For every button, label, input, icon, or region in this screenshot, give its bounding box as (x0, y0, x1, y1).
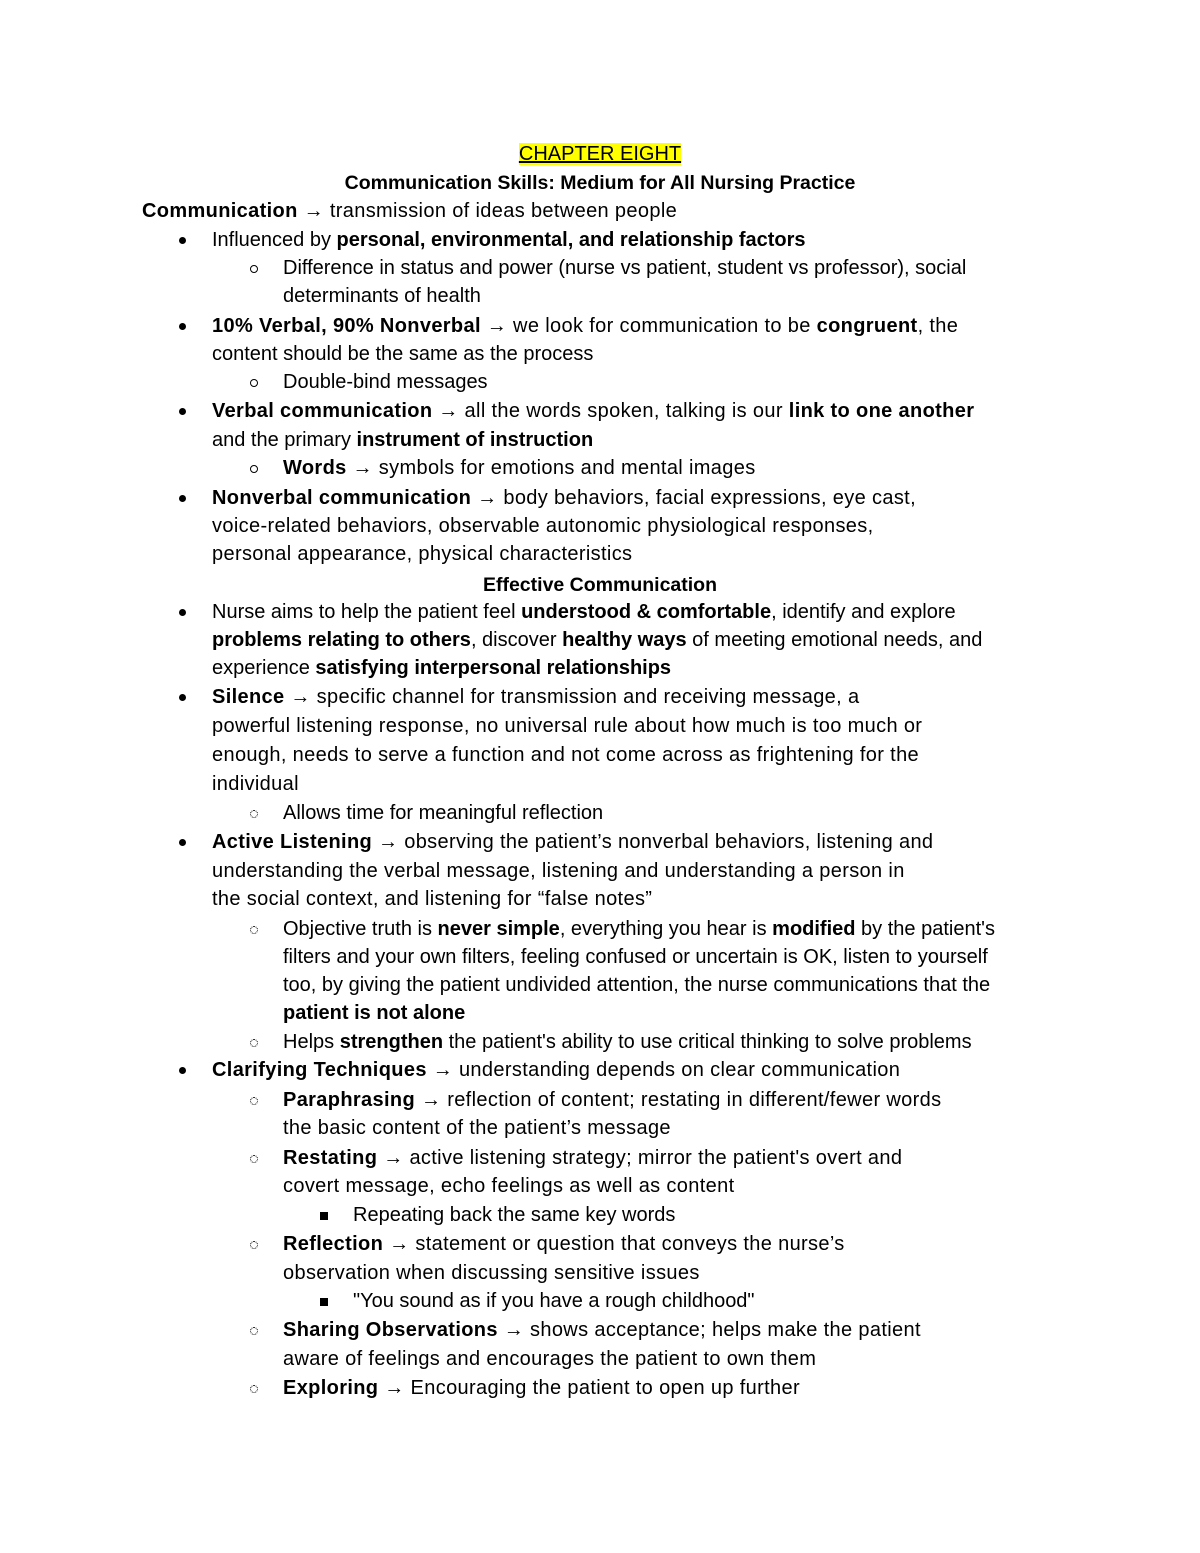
note-line (212, 312, 958, 340)
text-run: too, by giving the patient undivided attention, the nurse communications that the (283, 974, 991, 996)
text-run: personal appearance, physical characteristics (212, 543, 633, 565)
bold-term: Nonverbal communication (212, 487, 472, 509)
text-run: by the patient's (855, 918, 995, 940)
note-line (283, 971, 990, 999)
bullet-icon (175, 226, 189, 254)
note-line (283, 999, 465, 1027)
circle-bullet-icon (247, 254, 261, 282)
note-line (212, 885, 652, 913)
text-run: , discover (470, 629, 563, 651)
note-line (283, 1374, 800, 1402)
text-run: → all the words spoken, talking is our (432, 400, 789, 422)
bold-term: modified (772, 918, 856, 940)
bold-term: satisfying interpersonal relationships (315, 657, 672, 679)
circle-bullet-icon (247, 368, 261, 396)
bold-term: problems relating to others (212, 629, 471, 651)
document-subtitle: Communication Skills: Medium for All Nursing Practice (344, 172, 856, 194)
note-line (353, 1201, 675, 1229)
text-run: the patient's ability to use critical thinking to solve problems (443, 1031, 972, 1053)
text-run: powerful listening response, no universal rule about how much is too much or (212, 715, 923, 737)
text-run: → understanding depends on clear communication (426, 1059, 901, 1081)
bold-term: Exploring (283, 1377, 379, 1399)
circle-bullet-icon (247, 1028, 261, 1056)
bullet-icon (175, 598, 189, 626)
text-run: , the (917, 315, 959, 337)
bullet-icon (175, 397, 189, 425)
note-line (212, 598, 956, 626)
note-line (283, 254, 966, 282)
bold-term: link to one another (788, 400, 975, 422)
text-run: individual (212, 773, 299, 795)
text-run: the basic content of the patient’s message (283, 1117, 671, 1139)
bullet-icon (175, 683, 189, 711)
note-line (283, 799, 603, 827)
text-run: Objective truth is (283, 918, 438, 940)
circle-bullet-icon (247, 1230, 261, 1258)
bold-term: patient is not alone (283, 1002, 466, 1024)
note-line (283, 1345, 816, 1373)
bullet-icon (175, 828, 189, 856)
note-line (283, 1172, 734, 1200)
note-line (212, 512, 874, 540)
note-line (212, 741, 919, 769)
bold-term: Restating (283, 1147, 378, 1169)
bold-term: Sharing Observations (283, 1319, 498, 1341)
text-run: of meeting emotional needs, and (686, 629, 983, 651)
text-run: , identify and explore (771, 601, 956, 623)
bold-term: 10% Verbal, 90% Nonverbal (212, 315, 481, 337)
note-line (283, 282, 481, 310)
bold-term: healthy ways (562, 629, 687, 651)
circle-bullet-icon (247, 454, 261, 482)
text-run: observation when discussing sensitive issues (283, 1262, 700, 1284)
note-line (283, 1028, 972, 1056)
text-run: → body behaviors, facial expressions, eye cast, (471, 487, 916, 509)
text-run: aware of feelings and encourages the patient to own them (283, 1348, 817, 1370)
note-line (283, 915, 995, 943)
bold-term: congruent (816, 315, 918, 337)
circle-bullet-icon (247, 1374, 261, 1402)
note-line (283, 1230, 845, 1258)
text-run: covert message, echo feelings as well as content (283, 1175, 735, 1197)
note-line (212, 540, 632, 568)
note-line (212, 683, 859, 711)
note-line (212, 828, 933, 856)
note-line (212, 340, 593, 368)
square-bullet-icon (317, 1201, 331, 1229)
text-run: Nurse aims to help the patient feel (212, 601, 522, 623)
circle-bullet-icon (247, 1086, 261, 1114)
text-run: Double-bind messages (283, 371, 488, 393)
note-line (212, 857, 905, 885)
note-line (283, 1144, 902, 1172)
text-run: enough, needs to serve a function and not come across as frightening for the (212, 744, 920, 766)
text-run: and the primary (212, 429, 357, 451)
text-run: → specific channel for transmission and receiving message, a (284, 686, 860, 708)
text-run: Influenced by (212, 229, 337, 251)
note-line (212, 770, 299, 798)
note-line (283, 454, 756, 482)
bold-term: personal, environmental, and relationship factors (336, 229, 806, 251)
note-line (212, 1056, 900, 1084)
text-run: → we look for communication to be (480, 315, 817, 337)
text-run: → transmission of ideas between people (297, 200, 678, 222)
circle-bullet-icon (247, 799, 261, 827)
bold-term: Words (283, 457, 347, 479)
bullet-icon (175, 484, 189, 512)
bold-term: Active Listening (212, 831, 373, 853)
bold-term: Clarifying Techniques (212, 1059, 427, 1081)
note-line (212, 397, 974, 425)
note-line (212, 712, 922, 740)
bold-term: strengthen (339, 1031, 444, 1053)
square-bullet-icon (317, 1287, 331, 1315)
note-line (283, 1114, 671, 1142)
text-run: → reflection of content; restating in different/fewer words (415, 1089, 942, 1111)
bullet-icon (175, 312, 189, 340)
note-line (283, 368, 488, 396)
note-line (283, 1316, 921, 1344)
text-run: Difference in status and power (nurse vs patient, student vs professor), social (283, 257, 967, 279)
text-run: → Encouraging the patient to open up further (378, 1377, 800, 1399)
note-line (142, 197, 677, 225)
note-line (353, 1287, 755, 1315)
section-heading: Effective Communication (482, 574, 718, 596)
bold-term: Communication (142, 200, 298, 222)
bold-term: Silence (212, 686, 285, 708)
text-run: the social context, and listening for “false notes” (212, 888, 653, 910)
note-line (212, 426, 593, 454)
note-line (212, 226, 806, 254)
bold-term: Reflection (283, 1233, 384, 1255)
bold-term: Paraphrasing (283, 1089, 416, 1111)
note-line (283, 943, 988, 971)
text-run: determinants of health (283, 285, 481, 307)
text-run: content should be the same as the process (212, 343, 594, 365)
text-run: voice-related behaviors, observable autonomic physiological responses, (212, 515, 874, 537)
text-run: → active listening strategy; mirror the patient's overt and (377, 1147, 903, 1169)
bullet-icon (175, 1056, 189, 1084)
text-run: → observing the patient’s nonverbal behaviors, listening and (372, 831, 934, 853)
chapter-title: CHAPTER EIGHT (518, 143, 682, 165)
text-run: experience (212, 657, 316, 679)
text-run: Allows time for meaningful reflection (283, 802, 604, 824)
text-run: → symbols for emotions and mental images (346, 457, 756, 479)
bold-term: instrument of instruction (356, 429, 594, 451)
text-run: → statement or question that conveys the nurse’s (383, 1233, 845, 1255)
note-line (212, 626, 982, 654)
bold-term: never simple (437, 918, 560, 940)
text-run: Repeating back the same key words (353, 1204, 676, 1226)
bold-term: Verbal communication (212, 400, 433, 422)
text-run: → shows acceptance; helps make the patient (497, 1319, 921, 1341)
note-line (212, 484, 916, 512)
note-line (283, 1259, 700, 1287)
circle-bullet-icon (247, 1316, 261, 1344)
note-line (283, 1086, 941, 1114)
circle-bullet-icon (247, 1144, 261, 1172)
bold-term: understood & comfortable (521, 601, 772, 623)
text-run: , everything you hear is (559, 918, 773, 940)
circle-bullet-icon (247, 915, 261, 943)
text-run: "You sound as if you have a rough childhood" (353, 1290, 755, 1312)
text-run: understanding the verbal message, listening and understanding a person in (212, 860, 905, 882)
text-run: Helps (283, 1031, 340, 1053)
text-run: filters and your own filters, feeling confused or uncertain is OK, listen to yourself (283, 946, 988, 968)
note-line (212, 654, 671, 682)
